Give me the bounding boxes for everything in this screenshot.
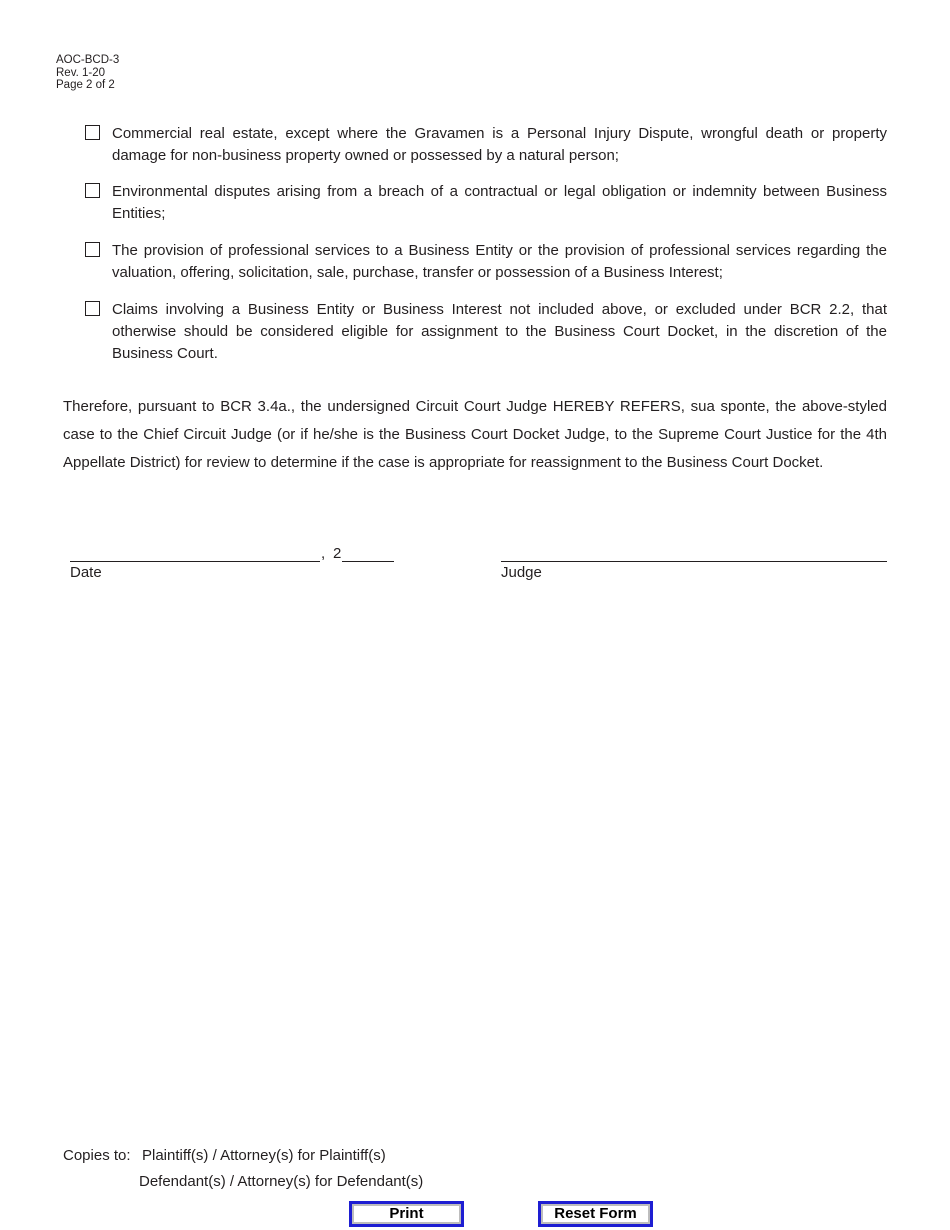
print-button[interactable]	[349, 1201, 464, 1227]
referral-paragraph: Therefore, pursuant to BCR 3.4a., the undersigned Circuit Court Judge HEREBY REFERS, sua sponte, the above-styled case to the Chief Circuit Judge (or if he/she is the Business Court Docket Judge, to the Supreme Court Justice for the 4th Appellate District) for review to determine if the case is appropriate for reassignment to the Business Court Docket.	[63, 398, 887, 471]
case-type-label: Environmental disputes arising from a breach of a contractual or legal obligation or indemnity between Business Entities;	[112, 183, 887, 222]
case-type-label: Commercial real estate, except where the Gravamen is a Personal Injury Dispute, wrongful death or property damage for non-business property owned or possessed by a natural person;	[112, 125, 887, 164]
reset-form-button-label: Reset Form	[541, 1204, 650, 1224]
date-comma: ,	[321, 545, 326, 562]
page-number: Page 2 of 2	[56, 79, 115, 91]
case-type-checkbox-3[interactable]	[85, 242, 100, 257]
form-header	[56, 54, 119, 92]
reset-form-button[interactable]	[538, 1201, 653, 1227]
case-type-label: Claims involving a Business Entity or Business Interest not included above, or excluded under BCR 2.2, that otherwise should be considered eligible for assignment to the Business Court Docket, in the discretion of the Business Court.	[112, 301, 887, 362]
form-id: AOC-BCD-3	[56, 54, 120, 66]
case-type-label: The provision of professional services to a Business Entity or the provision of professional services regarding the valuation, offering, solicitation, sale, purchase, transfer or possession of a Business Interest;	[112, 242, 887, 281]
date-year-field[interactable]	[342, 561, 394, 562]
copies-defendant: Defendant(s) / Attorney(s) for Defendant(s)	[139, 1173, 424, 1190]
copies-plaintiff: Plaintiff(s) / Attorney(s) for Plaintiff(s)	[142, 1147, 386, 1164]
print-button-label: Print	[352, 1204, 461, 1224]
judge-label: Judge	[501, 564, 542, 581]
case-type-checkbox-1[interactable]	[85, 125, 100, 140]
date-label: Date	[70, 564, 102, 581]
case-type-checkbox-4[interactable]	[85, 301, 100, 316]
copies-label: Copies to:	[63, 1147, 131, 1164]
date-year-prefix: 2	[333, 545, 342, 562]
form-revision: Rev. 1-20	[56, 66, 106, 79]
case-type-checkbox-2[interactable]	[85, 183, 100, 198]
judge-signature-field[interactable]	[501, 561, 887, 562]
date-month-day-field[interactable]	[70, 561, 320, 562]
